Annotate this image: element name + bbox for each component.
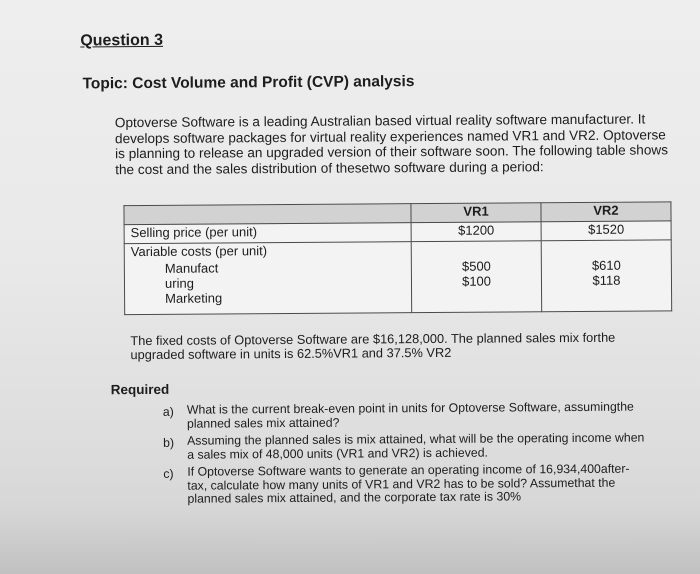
- item-letter: a): [162, 404, 174, 419]
- variable-cost-value: $500: [461, 258, 491, 274]
- selling-price-vr2: $1520: [541, 221, 671, 241]
- fixed-costs-line: upgraded software in units is 62.5%VR1 and 37.5% VR2: [130, 344, 452, 363]
- intro-line: Optoverse Software is a leading Australian based virtual reality software manufacturer. It: [114, 111, 646, 131]
- item-letter: b): [163, 435, 175, 450]
- fixed-costs-line: The fixed costs of Optoverse Software are $16,128,000. The planned sales mix forthe: [130, 329, 616, 349]
- item-line: a sales mix of 48,000 units (VR1 and VR2) is achieved.: [187, 445, 488, 462]
- item-line: Assuming the planned sales is mix attained, what will be the operating income when: [187, 430, 645, 448]
- table-header-vr1: VR1: [411, 203, 541, 223]
- variable-cost-sublabel: Marketing: [165, 290, 223, 306]
- intro-paragraph: [115, 111, 675, 177]
- item-line: planned sales mix attained, and the corporate tax rate is 30%: [187, 489, 522, 506]
- cost-table: [123, 201, 672, 315]
- variable-costs-vr1: [411, 241, 541, 313]
- item-line: If Optoverse Software wants to generate an operating income of 16,934,400after-: [187, 461, 630, 479]
- table-header-vr2: VR2: [541, 202, 671, 222]
- item-line: What is the current break-even point in units for Optoverse Software, assumingthe: [186, 399, 634, 417]
- variable-costs-label: Variable costs (per unit): [130, 243, 268, 260]
- selling-price-label: Selling price (per unit): [124, 223, 411, 244]
- item-line: planned sales mix attained?: [186, 415, 340, 431]
- intro-line: develops software packages for virtual reality experiences named VR1 and VR2. Optoverse: [114, 126, 666, 146]
- variable-costs-vr2: [541, 240, 671, 312]
- variable-cost-sublabel: uring: [164, 275, 194, 291]
- variable-costs-cell: [124, 242, 412, 315]
- required-heading: Required: [110, 381, 170, 398]
- variable-cost-sublabel: Manufact: [164, 260, 219, 276]
- required-list: [163, 400, 664, 507]
- list-item: [163, 462, 663, 506]
- item-letter: c): [163, 466, 174, 481]
- fixed-costs-paragraph: [130, 331, 615, 362]
- intro-line: is planning to release an upgraded version of their software soon. The following table shows: [115, 142, 669, 162]
- list-item: [163, 431, 663, 461]
- item-line: tax, calculate how many units of VR1 and VR2 has to be sold? Assumethat the: [187, 475, 616, 493]
- table-header-blank: [124, 204, 411, 225]
- variable-cost-value: $118: [592, 272, 621, 288]
- table-row: [124, 240, 671, 315]
- topic-heading: Topic: Cost Volume and Profit (CVP) analysis: [82, 73, 415, 93]
- intro-line: the cost and the sales distribution of thesetwo software during a period:: [115, 158, 544, 177]
- variable-cost-value: $100: [462, 273, 492, 289]
- question-heading: Question 3: [80, 31, 164, 50]
- selling-price-vr1: $1200: [411, 222, 541, 242]
- list-item: [163, 400, 663, 430]
- paper-shadow: [0, 510, 700, 574]
- variable-cost-value: $610: [591, 257, 621, 273]
